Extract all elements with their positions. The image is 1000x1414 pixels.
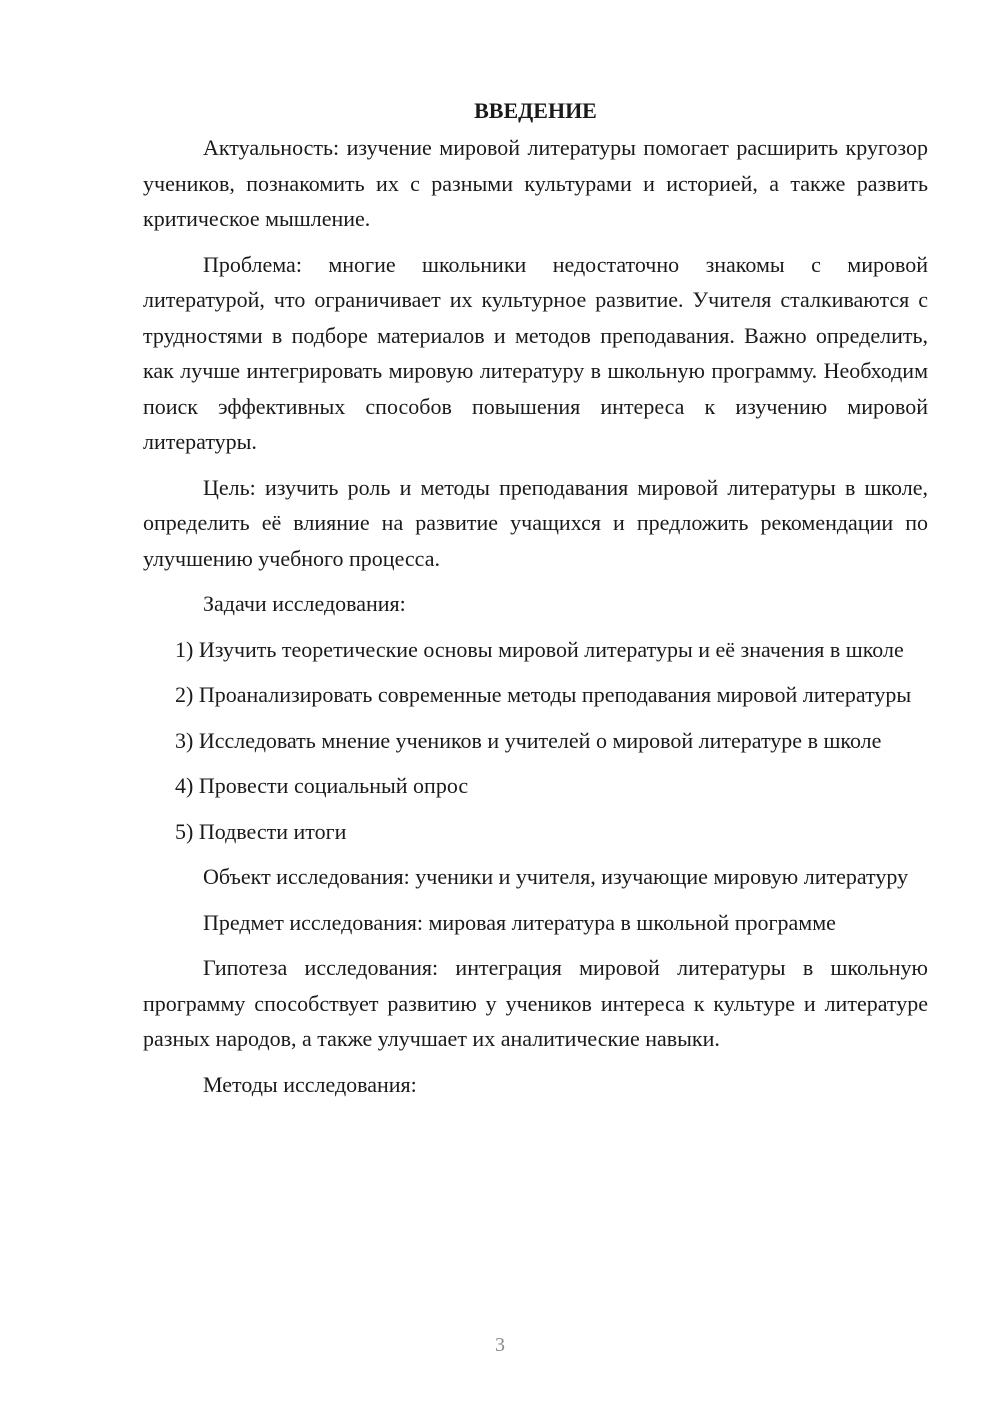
task-item-1: 1) Изучить теоретические основы мировой литературы и её значения в школе: [175, 636, 904, 662]
goal-paragraph: Цель: изучить роль и методы преподавания мировой литературы в школе, определить её влияние на развитие учащихся и предложить рекомендации по улучшению учебного процесса.: [143, 474, 928, 571]
page-title: ВВЕДЕНИЕ: [474, 98, 597, 123]
methods-title: Методы исследования:: [203, 1071, 417, 1097]
problem-paragraph: Проблема: многие школьники недостаточно знакомы с мировой литературой, что ограничивает их культурное развитие. Учителя сталкиваются с трудностями в подборе материалов и методов преподавания. Важно определить, как лучше интегрировать мировую литературу в школьную программу. Необходим поиск эффективных способов повышения интереса к изучению мировой литературы.: [143, 251, 928, 454]
document-page: [143, 96, 928, 1112]
task-item-4: 4) Провести социальный опрос: [175, 773, 469, 798]
subject-paragraph: Предмет исследования: мировая литература в школьной программе: [203, 909, 836, 935]
task-item-3: 3) Исследовать мнение учеников и учителей о мировой литературе в школе: [175, 727, 882, 753]
relevance-paragraph: Актуальность: изучение мировой литературы помогает расширить кругозор учеников, познакомить их с разными культурами и историей, а также развить критическое мышление.: [143, 135, 928, 231]
task-item-2: 2) Проанализировать современные методы преподавания мировой литературы: [175, 682, 912, 707]
tasks-title: Задачи исследования:: [203, 591, 406, 616]
page-number: 3: [495, 1334, 505, 1356]
task-item-5: 5) Подвести итоги: [175, 818, 347, 844]
hypothesis-paragraph: Гипотеза исследования: интеграция мировой литературы в школьную программу способствует развитию у учеников интереса к культуре и литературе разных народов, а также улучшает их аналитические навыки.: [143, 955, 928, 1051]
object-paragraph: Объект исследования: ученики и учителя, изучающие мировую литературу: [203, 864, 909, 889]
